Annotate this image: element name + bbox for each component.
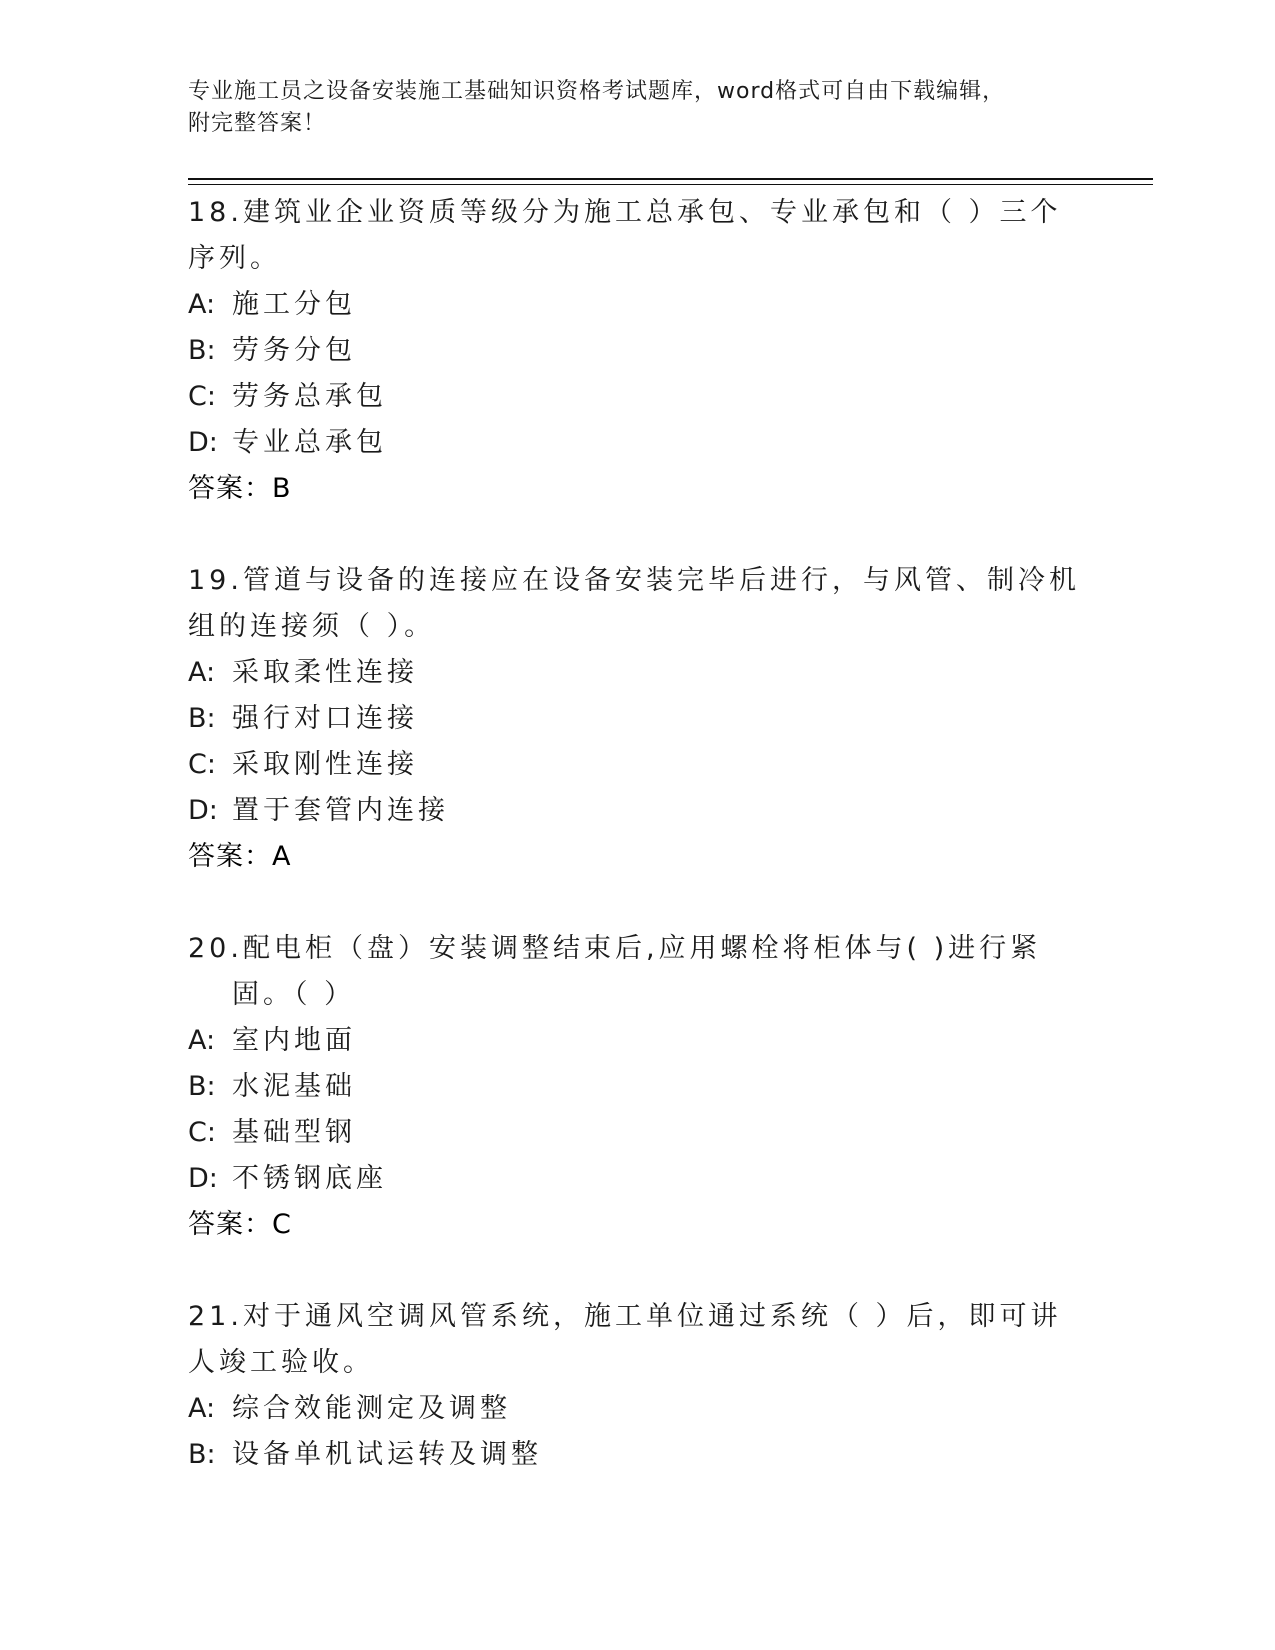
option-letter: B:	[188, 1071, 216, 1102]
option-text: 基础型钢	[232, 1117, 356, 1148]
option-c	[188, 1110, 1088, 1156]
option-letter: C:	[188, 381, 216, 412]
option-b	[188, 1064, 1088, 1110]
option-letter: A:	[188, 1393, 216, 1424]
question-stem: 19.管道与设备的连接应在设备安装完毕后进行，与风管、制冷机组的连接须（ ）。	[188, 565, 1080, 642]
option-text: 置于套管内连接	[232, 795, 449, 826]
option-a	[188, 282, 1088, 328]
option-d	[188, 788, 1088, 834]
option-a	[188, 650, 1088, 696]
option-c	[188, 742, 1088, 788]
option-letter: A:	[188, 657, 216, 688]
option-text: 劳务总承包	[232, 381, 387, 412]
option-letter: A:	[188, 1025, 216, 1056]
option-a	[188, 1018, 1088, 1064]
option-text: 设备单机试运转及调整	[232, 1439, 542, 1470]
option-text: 水泥基础	[232, 1071, 356, 1102]
option-d	[188, 420, 1088, 466]
option-letter: A:	[188, 289, 216, 320]
option-text: 施工分包	[232, 289, 356, 320]
option-letter: D:	[188, 427, 218, 458]
option-letter: C:	[188, 1117, 216, 1148]
question-18	[188, 190, 1088, 512]
answer-line: 答案：A	[188, 841, 292, 872]
answer-line: 答案：C	[188, 1209, 292, 1240]
header-line-1: 专业施工员之设备安装施工基础知识资格考试题库，word格式可自由下载编辑，	[188, 79, 1006, 104]
option-d	[188, 1156, 1088, 1202]
header-rule-thin	[188, 184, 1153, 185]
option-c	[188, 374, 1088, 420]
option-text: 采取刚性连接	[232, 749, 418, 780]
option-letter: D:	[188, 1163, 218, 1194]
option-letter: B:	[188, 1439, 216, 1470]
option-b	[188, 328, 1088, 374]
question-21	[188, 1294, 1088, 1478]
question-20	[188, 926, 1088, 1248]
question-stem: 20.配电柜（盘）安装调整结束后,应用螺栓将柜体与( )进行紧固。（ ）	[188, 933, 1042, 1010]
option-b	[188, 1432, 1088, 1478]
question-stem: 18.建筑业企业资质等级分为施工总承包、专业承包和（ ）三个序列。	[188, 197, 1062, 274]
option-text: 强行对口连接	[232, 703, 418, 734]
option-text: 采取柔性连接	[232, 657, 418, 688]
question-stem: 21.对于通风空调风管系统，施工单位通过系统（ ）后，即可讲人竣工验收。	[188, 1301, 1062, 1378]
option-text: 室内地面	[232, 1025, 356, 1056]
option-letter: B:	[188, 335, 216, 366]
option-b	[188, 696, 1088, 742]
option-text: 不锈钢底座	[232, 1163, 387, 1194]
option-letter: B:	[188, 703, 216, 734]
header-rule-thick	[188, 178, 1153, 180]
option-text: 专业总承包	[232, 427, 387, 458]
header-line-2: 附完整答案！	[188, 111, 327, 136]
option-text: 综合效能测定及调整	[232, 1393, 511, 1424]
option-letter: D:	[188, 795, 218, 826]
option-letter: C:	[188, 749, 216, 780]
option-a	[188, 1386, 1088, 1432]
question-list	[188, 190, 1088, 1524]
option-text: 劳务分包	[232, 335, 356, 366]
answer-line: 答案：B	[188, 473, 292, 504]
document-header	[188, 76, 1088, 140]
question-19	[188, 558, 1088, 880]
